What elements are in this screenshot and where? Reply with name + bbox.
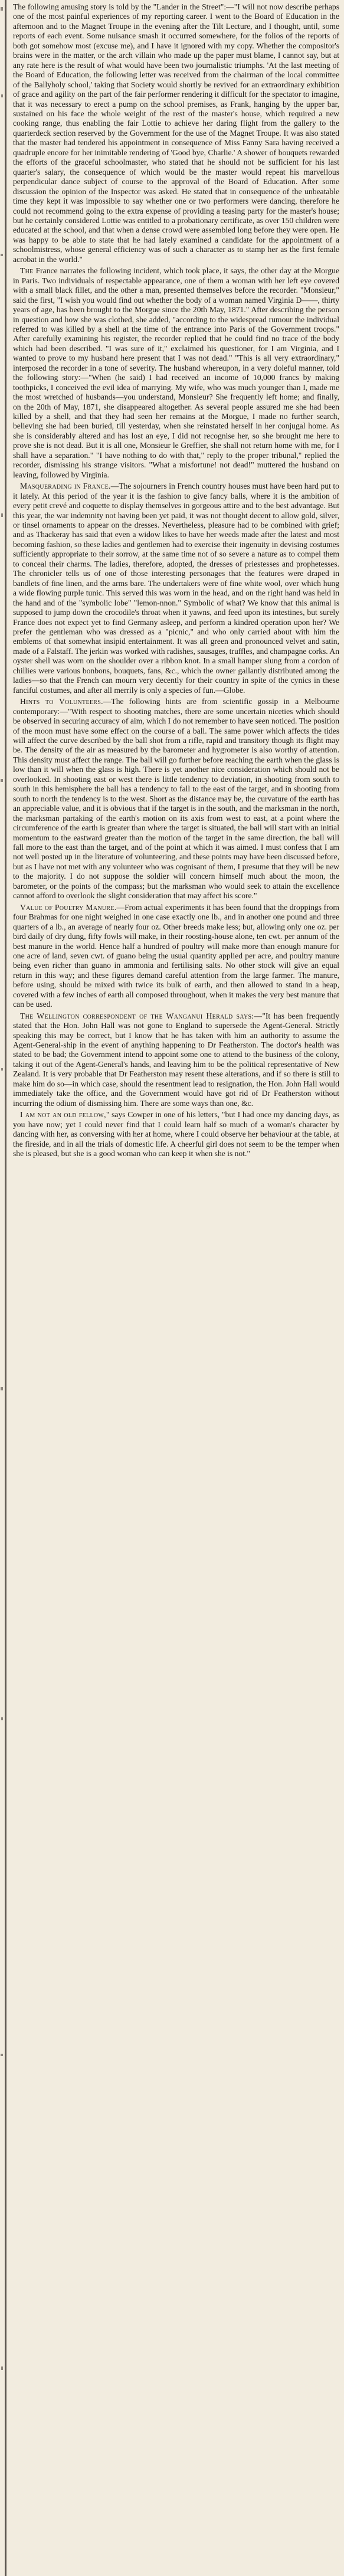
paragraph-lead: Hints to Volunteers. (20, 697, 103, 706)
paragraph-wellington-correspondent (13, 1012, 339, 1109)
paragraph-body: France narrates the following incident, which took place, it says, the other day at the Morgue in Paris. Two individuals of respectable appearance, one of them a woman with her left eye covered with a small black fillet, and the other a man, presented themselves before the recorder. "Monsieur," said the first, "I wish you would find out whether the body of a woman named Virginia D——, thirty years of age, has been brought to the Morgue since the 20th May, 1871." After describing the person in question and how she was clothed, she added, "according to the widespread rumour the individual referred to was killed by a shell at the time of the entrance into Paris of the Government troops." After carefully examining his register, the recorder replied that he could find no trace of the body which had been described. "I was sure of it," exclaimed his questioner, for I am Virginia, and I wanted to prove to my husband here present that I was not dead." "This is all very extraordinary," interposed the recorder in a tone of severity. The husband whereupon, in a very doleful manner, told the following story:—"When (he said) I had received an income of 10,000 francs by making toothpicks, I conceived the evil idea of marrying. My wife, who was much younger than I, made me the most wretched of husbands—you understand, Monsieur? She frequently left home; and finally, on the 20th of May, 1871, she disappeared altogether. As several people assured me she had been killed by a shell, and that they had seen her remains at the Morgue, I made no further search, believing she had been buried, till yesterday, when she reinstated herself in her conjugal home. As she is considerably altered and has lost an eye, I did not recognise her, so she brought me here to prove she is not dead. But it is all one, Monsieur le Greffier, she shall not return home with me, for I shall have a separation." "I have nothing to do with that," reply to the proper tribunal," replied the recorder, dismissing his strange visitors. "What a misfortune! not dead!" muttered the husband on leaving, followed by Virginia. (13, 266, 339, 479)
paragraph-lead: Masquerading in France. (20, 482, 111, 491)
paragraph-lead: Value of Poultry Manure. (20, 902, 117, 912)
article-column (13, 2, 339, 2573)
margin-type-fragments (0, 0, 9, 2576)
paragraph-body: —The following hints are from scientific gossip in a Melbourne contemporary:—"With respect to shooting matches, there are some uncertain niceties which should be observed in securing accuracy of aim, which I do not remember to have seen noticed. The position of the moon must have some effect on the course of a ball. The same power which affects the tides will affect the curve described by the ball shot from a rifle, rapid and transitory though its flight may be. The density of the air as measured by the barometer and hygrometer is also worthy of attention. This density must affect the range. The ball will go further before reaching the earth when the glass is low than it will when the glass is high. There is yet another nice consideration which should not be overlooked. In shooting east or west there is little tendency to deviation, in shooting from south to south in this hemisphere the ball has a tendency to fall to the east of the target, and in shooting from south to north the tendency is to the west. Short as the distance may be, the curvature of the earth has an appreciable value, and it is obvious that if the target is in the south, and the marksman in the north, the marksman partaking of the earth's motion on its axis from west to east, at a point where the circumference of the earth is greater than where the target is situated, the ball will start with an initial momentum to the eastward greater than the motion of the target in the same direction, the ball will fall more to the east than the target, and of the point at which it was aimed. I must confess that I am not well posted up in the literature of volunteering, and these points may have been discussed before, but as I have not met with any volunteer who was cognisant of them, I presume that they will be new to the majority. I do not suppose the soldier will concern himself much about the moon, the barometer, or the points of the compass; but the marksman who would seek to attain the excellence cannot afford to overlook the slight consideration that may affect his score." (13, 697, 339, 901)
paragraph-poultry-manure (13, 903, 339, 1010)
paragraph-body: " says Cowper in one of his letters, "but I had once my dancing days, as you have now; yet I could never find that I could learn half so much of a woman's character by dancing with her, as conversing with her at home, where I could observe her behaviour at the table, at the fireside, and in all the trials of domestic life. A cheerful girl does not seem to be the temper when she is pleased, but she is a good woman who can keep it when she is not." (13, 1110, 339, 1158)
paragraph-morgue-incident (13, 266, 339, 480)
paragraph-masquerading (13, 482, 339, 695)
paragraph-body: —The sojourners in French country houses must have been hard put to it lately. At this period of the year it is the fashion to give fancy balls, where it is the ambition of every petit crevé and coquette to display themselves in gorgeous attire and to the best advantage. But this year, the war indemnity not having been yet paid, it was not thought decent to allow gold, silver, or tinsel ornaments to appear on the dresses. Nevertheless, pleasure had to be combined with grief; and as Thackeray has said that even a widow likes to have her weeds made after the latest and most becoming fashion, so these ladies and gentlemen had to exercise their ingenuity in devising costumes sufficiently appropriate to their sorrow, at the same time not of so severe a nature as to compel them to conceal their charms. The ladies, therefore, adopted, the dresses of priestesses and prophetesses. The chronicler tells us of one of those interesting personages that the features were draped in bandlets of fine linen, and the arms bare. The undertakers were of fine white wool, over which hung a wide flowing purple tunic. This served this was worn in the head, and on the right hand was held in the hand and of the "symbolic lobe" "lemon-nnon." Symbolic of what? We know that this animal is supposed to jump down the crocodile's throat when it yawns, and feed upon its intestines, but surely France does not expect yet to find Germany asleep, and perform a kindred operation upon her? We prefer the gentleman who was dressed as a "picnic," and who only carried about with him the emblems of that somewhat insipid entertainment. It was all green and pronounced velvet and satin, made of a Falstaff. The jerkin was worked with radishes, sausages, truffles, and champagne corks. An oyster shell was worn on the shoulder over a ribbon knot. In a small hamper slung from a cordon of chillies were various bonbons, bouquets, fans, &c., which the owner gallantly distributed among the ladies—so that the French can mourn very decently for their country in spite of the cynics in these fanciful costumes, and after all merrily is only a species of fun.—Globe. (13, 482, 339, 695)
paragraph-lead: The (20, 266, 34, 276)
paragraph-body: The following amusing story is told by the "Lander in the Street":—"I will not now describe perhaps one of the most painful experiences of my reporting career. I went to the Board of Education in the afternoon and to the Magnet Troupe in the evening after the Tilt Lecture, and I thought, until, some reports of each event. Some nuisance smash it occurred somewhere, for the folios of the reports of both got somehow most (excuse me), and I have it ignored with my copy. Whether the compositor's brains were in the matter, or the arch villain who made up the paper must blame, I cannot say, but at any rate here is the result of what would have been two journalistic triumphs. 'At the last meeting of the Board of Education, the following letter was received from the chairman of the local committee of the Ballyholy school,' taking that Society would shortly be revived for an extraordinary exhibition of grace and agility on the part of the fair performer rendering it difficult for the spectator to imagine, that it was necessary to erect a pump on the school premises, as Frank, hanging by the upper bar, sustained on his face the whole weight of the rest of the master's house, which required a new cooking range, thus enabling the fair Lottie to achieve her daring flight from the gallery to the quarterdeck section reserved by the Government for the use of the Magnet Troupe. It was also stated that the master had tendered his appointment in consequence of Miss Fanny Sara having received a quadruple encore for her inimitable rendering of 'Good bye, Charlie.' A shower of bouquets rewarded the efforts of the graceful schoolmaster, who stated that he should not be sufficient for his last quarter's salary, the consequence of which would be the master would repeat his marvellous perpendicular dance subject of course to the approval of the Board of Education. After some discussion the opinion of the Inspector was asked. He stated that in consequence of the unbeatable time they kept it was impossible to say whether one or two performers were dancing, therefore he could not recommend going to the extra expense of providing a teasing party for the master's house; but he certainly considered Lottie was entitled to a probationary certificate, as over 150 children were educated at the school, and that when a dense crowd were assembled long before they were open. He was happy to be able to state that he had lately examined a candidate for the appointment of a schoolmistress, whose general efficiency was of such a character as to stamp her as the first female acrobat in the world." (13, 2, 339, 264)
paragraph-lead: I am not an old fellow, (20, 1110, 106, 1120)
paragraph-cowper-quote (13, 1110, 339, 1158)
paragraph-body: —From actual experiments it has been found that the droppings from four Brahmas for one night weighed in one case exactly one lb., and in another one pound and three quarters of a lb., an average of nearly four oz. Other breeds make less; but, allowing only one oz. per bird daily of dry dung, fifty fowls will make, in their roosting-house alone, ten cwt. per annum of the best manure in the world. Hence half a hundred of poultry will make more than enough manure for one acre of land, seven cwt. of guano being the usual quantity applied per acre, and poultry manure being even richer than guano in ammonia and fertilising salts. No other stock will give an equal return in this way; and these figures demand careful attention from the large farmer. The manure, before using, should be mixed with twice its bulk of earth, and then allowed to stand in a heap, covered with a few inches of earth all composed throughout, when it makes the very best manure that can be used. (13, 902, 339, 1009)
paragraph-body: "It has been frequently stated that the Hon. John Hall was not gone to England to supersede the Agent-General. Strictly speaking this may be correct, but I know that he has taken with him an authority to assume the Agent-General-ship in the event of anything happening to Dr Featherston. The doctor's health was stated to be bad; the Government intend to appoint some one to attend to the business of the colony, taking it out of the Agent-General's hands, and leaving him to be the political representative of New Zealand. It is very probable that Dr Featherston may resent these alterations, and if so there is still to make him do so—in which case, should the resentment lead to resignation, the Hon. John Hall would immediately take the office, and the Government would have got rid of Dr Featherston without incurring the odium of dismissing him. There are some ways than one, &c. (13, 1011, 339, 1108)
paragraph-lander-story (13, 2, 339, 264)
paragraph-lead: The Wellington correspondent of the Wanganui Herald says:— (20, 1011, 263, 1020)
paragraph-hints-volunteers (13, 697, 339, 901)
